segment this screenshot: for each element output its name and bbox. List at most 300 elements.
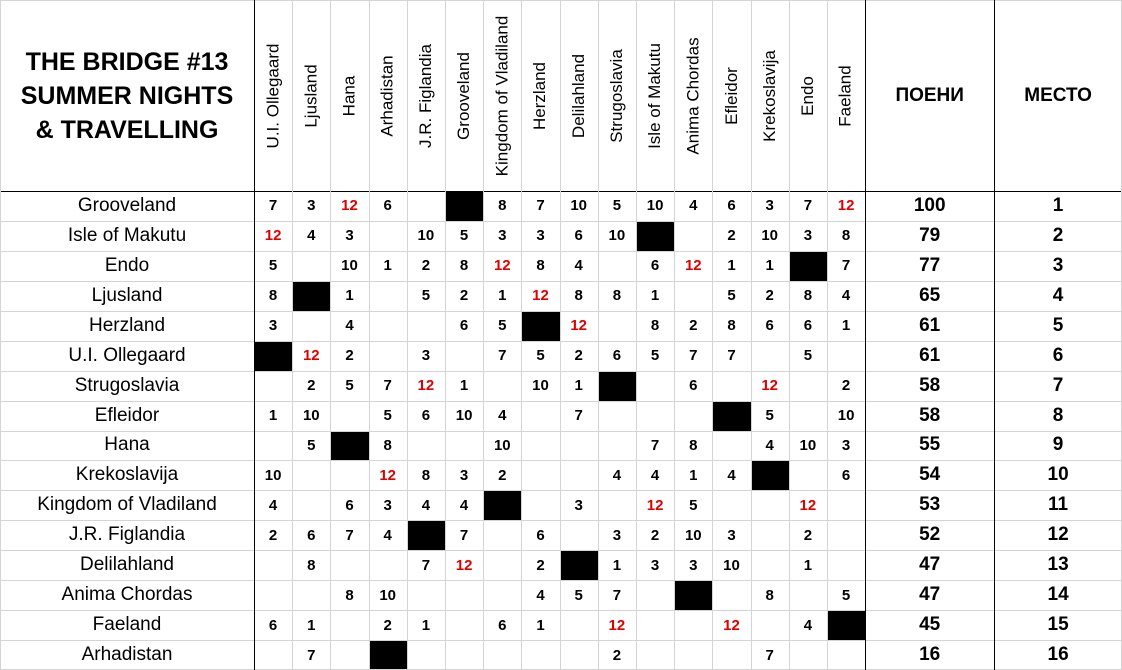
total-points-cell: 54 <box>919 464 941 486</box>
score-cell <box>674 221 712 251</box>
score-cell: 6 <box>307 526 316 544</box>
score-cell <box>292 580 330 610</box>
voter-header-label: Anima Chordas <box>683 36 703 155</box>
score-cell: 4 <box>803 616 813 634</box>
score-cell <box>521 401 559 431</box>
score-cell <box>254 371 292 401</box>
score-cell: 3 <box>307 197 316 215</box>
score-cell <box>330 610 368 640</box>
score-cell: 2 <box>803 526 813 544</box>
score-cell: 10 <box>684 526 702 544</box>
score-cell: 3 <box>689 556 698 574</box>
score-cell <box>254 550 292 580</box>
score-cell: 7 <box>307 646 316 664</box>
score-cell <box>598 311 636 341</box>
score-cell: 6 <box>650 257 660 275</box>
score-cell: 4 <box>459 496 469 514</box>
voter-header <box>369 0 407 191</box>
score-cell: 5 <box>612 197 622 215</box>
row-country-name: U.I. Ollegaard <box>68 344 186 366</box>
voter-header <box>254 0 292 191</box>
score-cell: 6 <box>498 616 507 634</box>
voter-header-label: Delilahland <box>568 53 588 138</box>
score-cell: 4 <box>268 496 278 514</box>
score-cell <box>636 610 674 640</box>
self-vote-cell <box>599 372 636 401</box>
score-cell <box>712 431 750 461</box>
score-cell: 2 <box>345 347 354 365</box>
score-cell: 4 <box>574 257 583 275</box>
grid-line <box>0 0 1122 1</box>
score-cell <box>445 610 483 640</box>
self-vote-cell <box>790 252 827 281</box>
row-country-name: Faeland <box>92 614 162 636</box>
score-cell: 1 <box>459 377 469 395</box>
row-country-name: J.R. Figlandia <box>68 524 186 546</box>
grid-line <box>254 0 255 670</box>
voter-header-label: Strugoslavia <box>606 48 626 143</box>
row-country-name: Isle of Makutu <box>67 224 187 246</box>
score-cell: 7 <box>612 586 622 604</box>
score-cell: 4 <box>765 436 774 454</box>
score-cell <box>254 431 292 461</box>
score-cell <box>751 490 789 520</box>
score-cell: 2 <box>498 466 507 484</box>
place-cell: 10 <box>1047 464 1069 486</box>
score-cell: 8 <box>650 317 660 335</box>
score-cell <box>254 580 292 610</box>
table-title: THE BRIDGE #13 SUMMER NIGHTS & TRAVELLING <box>20 47 234 144</box>
score-cell: 3 <box>803 227 813 245</box>
score-cell <box>827 490 865 520</box>
score-cell: 10 <box>799 436 817 454</box>
score-cell <box>751 341 789 371</box>
score-cell <box>445 640 483 670</box>
score-cell: 3 <box>574 496 583 514</box>
score-cell: 8 <box>803 287 813 305</box>
grid-line <box>789 0 790 670</box>
score-cell: 1 <box>574 377 583 395</box>
voter-header-label: Faeland <box>836 64 856 127</box>
row-country-name: Endo <box>104 254 150 276</box>
score-cell <box>560 520 598 550</box>
voter-header-label: Isle of Makutu <box>645 42 665 149</box>
score-cell: 12 <box>302 347 320 365</box>
score-cell <box>827 550 865 580</box>
row-country-name: Krekoslavija <box>75 464 179 486</box>
voter-header <box>827 0 865 191</box>
score-cell <box>330 401 368 431</box>
score-cell <box>827 341 865 371</box>
score-cell: 5 <box>345 377 354 395</box>
total-points-cell: 77 <box>919 254 941 276</box>
score-cell: 1 <box>689 466 698 484</box>
place-cell: 13 <box>1047 554 1069 576</box>
score-cell: 2 <box>459 287 469 305</box>
total-points-cell: 45 <box>919 614 941 636</box>
score-cell: 10 <box>646 197 664 215</box>
score-cell: 2 <box>307 377 316 395</box>
score-cell: 3 <box>612 526 622 544</box>
score-cell <box>254 640 292 670</box>
score-cell <box>751 550 789 580</box>
grid-line <box>598 0 599 670</box>
score-cell: 10 <box>761 227 779 245</box>
score-cell <box>445 341 483 371</box>
score-cell: 10 <box>493 436 511 454</box>
score-cell: 7 <box>498 347 507 365</box>
place-header: МЕСТО <box>1024 84 1092 106</box>
score-cell: 4 <box>536 586 545 604</box>
voter-header <box>407 0 445 191</box>
grid-line <box>330 0 331 670</box>
self-vote-cell <box>828 611 865 640</box>
score-cell <box>521 490 559 520</box>
place-cell: 2 <box>1052 224 1064 246</box>
score-cell <box>369 550 407 580</box>
place-cell: 3 <box>1052 254 1064 276</box>
voter-header <box>560 0 598 191</box>
score-cell <box>407 640 445 670</box>
score-cell <box>789 460 827 490</box>
score-cell: 7 <box>727 347 736 365</box>
score-cell: 8 <box>727 317 736 335</box>
score-cell: 1 <box>421 616 431 634</box>
score-cell: 4 <box>383 526 392 544</box>
score-cell <box>598 490 636 520</box>
voter-header <box>483 0 521 191</box>
score-cell: 8 <box>307 556 316 574</box>
total-points-cell: 52 <box>919 524 941 546</box>
grid-line <box>369 0 370 670</box>
score-cell <box>636 640 674 670</box>
score-cell: 8 <box>268 287 278 305</box>
score-cell: 2 <box>689 317 698 335</box>
score-cell: 4 <box>345 317 354 335</box>
score-cell: 4 <box>307 227 316 245</box>
row-country-name: Ljusland <box>91 284 163 306</box>
score-cell <box>521 640 559 670</box>
score-cell: 3 <box>650 556 660 574</box>
grid-line <box>0 191 1122 192</box>
score-cell: 12 <box>493 257 511 275</box>
voter-header-label: Efleidor <box>721 66 741 125</box>
score-cell: 2 <box>383 616 392 634</box>
grid-line <box>827 0 828 670</box>
score-cell: 12 <box>379 466 397 484</box>
score-cell <box>483 550 521 580</box>
score-cell <box>789 371 827 401</box>
score-cell: 8 <box>574 287 583 305</box>
score-cell: 5 <box>841 586 851 604</box>
self-vote-cell <box>713 402 750 431</box>
score-cell <box>369 221 407 251</box>
score-cell: 8 <box>345 586 354 604</box>
score-cell: 5 <box>268 257 278 275</box>
score-cell: 10 <box>341 257 358 275</box>
self-vote-cell <box>331 432 368 461</box>
row-country-name: Efleidor <box>94 404 160 426</box>
score-cell: 6 <box>268 616 278 634</box>
score-cell <box>598 431 636 461</box>
score-cell <box>636 580 674 610</box>
total-points-cell: 47 <box>919 584 941 606</box>
score-cell: 7 <box>803 197 813 215</box>
score-cell: 7 <box>574 407 583 425</box>
score-cell <box>330 640 368 670</box>
score-cell: 12 <box>570 317 588 335</box>
score-cell <box>407 431 445 461</box>
score-cell: 6 <box>841 466 851 484</box>
score-cell: 1 <box>803 556 813 574</box>
grid-line <box>0 401 1122 402</box>
score-cell <box>712 580 750 610</box>
score-cell <box>292 251 330 281</box>
score-cell: 6 <box>383 197 392 215</box>
score-cell: 12 <box>341 197 358 215</box>
score-cell <box>369 311 407 341</box>
voter-header <box>712 0 750 191</box>
grid-line <box>483 0 484 670</box>
self-vote-cell <box>561 551 598 580</box>
row-country-name: Herzland <box>88 314 166 336</box>
self-vote-cell <box>255 342 292 371</box>
grid-line <box>0 341 1122 342</box>
score-cell: 1 <box>498 287 507 305</box>
voter-header <box>292 0 330 191</box>
score-cell <box>674 640 712 670</box>
voter-header <box>521 0 559 191</box>
score-cell <box>712 371 750 401</box>
score-cell <box>636 371 674 401</box>
score-cell <box>827 520 865 550</box>
score-cell: 12 <box>264 227 282 245</box>
score-cell: 10 <box>570 197 588 215</box>
voter-header-label: Kingdom of Vladiland <box>492 15 512 176</box>
total-points-cell: 65 <box>919 284 941 306</box>
score-cell: 3 <box>421 347 431 365</box>
score-cell: 6 <box>459 317 469 335</box>
voter-header-label: Hana <box>339 75 359 116</box>
score-cell: 6 <box>727 197 736 215</box>
grid-line <box>445 0 446 670</box>
score-cell <box>445 431 483 461</box>
score-cell <box>445 580 483 610</box>
score-cell: 12 <box>417 377 435 395</box>
place-cell: 6 <box>1052 344 1064 366</box>
score-cell: 7 <box>268 197 278 215</box>
place-cell: 14 <box>1047 584 1069 606</box>
grid-line <box>0 281 1122 282</box>
voter-header-label: U.I. Ollegaard <box>263 43 283 148</box>
score-cell: 6 <box>345 496 354 514</box>
score-cell: 1 <box>307 616 316 634</box>
score-cell: 7 <box>421 556 431 574</box>
grid-line <box>0 0 1 670</box>
place-cell: 1 <box>1052 194 1064 216</box>
voter-header <box>330 0 368 191</box>
score-cell: 3 <box>268 317 278 335</box>
row-country-name: Anima Chordas <box>61 584 193 606</box>
score-cell: 2 <box>841 377 851 395</box>
row-country-name: Strugoslavia <box>74 374 180 396</box>
total-points-cell: 58 <box>919 404 941 426</box>
score-cell: 2 <box>421 257 431 275</box>
grid-line <box>0 520 1122 521</box>
score-cell: 12 <box>723 616 740 634</box>
score-cell: 8 <box>841 227 851 245</box>
grid-line <box>0 371 1122 372</box>
score-cell <box>521 460 559 490</box>
score-cell: 2 <box>612 646 622 664</box>
row-country-name: Delilahland <box>79 554 174 576</box>
score-cell: 10 <box>379 586 397 604</box>
score-cell: 2 <box>574 347 583 365</box>
score-cell: 8 <box>536 257 545 275</box>
grid-line <box>407 0 408 670</box>
score-cell: 2 <box>536 556 545 574</box>
score-cell: 7 <box>765 646 774 664</box>
score-cell: 3 <box>536 227 545 245</box>
score-cell: 12 <box>532 287 549 305</box>
score-cell: 8 <box>498 197 507 215</box>
total-points-cell: 55 <box>919 434 941 456</box>
grid-line <box>994 0 995 670</box>
score-cell <box>292 311 330 341</box>
grid-line <box>0 221 1122 222</box>
score-cell: 10 <box>723 556 740 574</box>
score-cell <box>407 311 445 341</box>
total-points-cell: 58 <box>919 374 941 396</box>
place-cell: 7 <box>1052 374 1064 396</box>
grid-line <box>560 0 561 670</box>
score-cell: 3 <box>498 227 507 245</box>
self-vote-cell <box>752 461 789 490</box>
grid-line <box>0 311 1122 312</box>
voter-header-label: Krekoslavija <box>759 49 779 142</box>
place-cell: 5 <box>1052 314 1064 336</box>
score-cell <box>560 431 598 461</box>
score-cell: 1 <box>765 257 774 275</box>
score-cell: 2 <box>765 287 774 305</box>
score-cell <box>751 610 789 640</box>
score-cell: 2 <box>268 526 278 544</box>
total-points-cell: 61 <box>919 314 941 336</box>
score-cell: 10 <box>532 377 549 395</box>
score-cell: 5 <box>574 586 583 604</box>
voter-header <box>598 0 636 191</box>
voter-header-label: Herzland <box>530 61 550 130</box>
place-cell: 9 <box>1052 434 1064 456</box>
score-cell: 4 <box>498 407 507 425</box>
score-cell: 5 <box>803 347 813 365</box>
voter-header-label: J.R. Figlandia <box>415 43 435 148</box>
score-cell: 12 <box>761 377 779 395</box>
score-cell <box>369 341 407 371</box>
self-vote-cell <box>408 521 445 550</box>
score-cell: 5 <box>421 287 431 305</box>
place-cell: 11 <box>1048 494 1069 516</box>
score-cell: 2 <box>727 227 736 245</box>
score-cell: 8 <box>689 436 698 454</box>
score-cell: 5 <box>307 436 316 454</box>
score-cell <box>407 191 445 221</box>
voter-header-label: Ljusland <box>301 63 321 128</box>
score-cell: 6 <box>574 227 583 245</box>
score-cell: 8 <box>612 287 622 305</box>
score-cell <box>827 640 865 670</box>
score-cell: 12 <box>646 496 664 514</box>
score-cell <box>292 490 330 520</box>
score-cell <box>483 520 521 550</box>
self-vote-cell <box>637 222 674 251</box>
total-points-cell: 79 <box>919 224 941 246</box>
score-cell <box>712 640 750 670</box>
grid-line <box>0 640 1122 641</box>
grid-line <box>0 610 1122 611</box>
score-cell: 5 <box>498 317 507 335</box>
score-cell: 5 <box>689 496 698 514</box>
total-points-cell: 61 <box>919 344 941 366</box>
score-cell: 6 <box>689 377 698 395</box>
self-vote-cell <box>446 192 483 221</box>
score-cell: 10 <box>455 407 473 425</box>
score-cell: 1 <box>650 287 660 305</box>
score-cell: 5 <box>650 347 660 365</box>
self-vote-cell <box>522 312 559 341</box>
score-cell: 5 <box>727 287 736 305</box>
total-points-cell: 16 <box>919 644 941 666</box>
score-cell <box>598 251 636 281</box>
voter-header <box>636 0 674 191</box>
score-cell: 7 <box>689 347 698 365</box>
score-cell: 6 <box>803 317 813 335</box>
grid-line <box>865 0 866 670</box>
score-cell <box>330 550 368 580</box>
score-cell: 4 <box>612 466 622 484</box>
score-cell: 5 <box>536 347 545 365</box>
score-cell <box>560 640 598 670</box>
score-cell <box>483 640 521 670</box>
score-cell <box>636 401 674 431</box>
score-cell <box>483 371 521 401</box>
score-cell: 12 <box>799 496 817 514</box>
voter-header <box>445 0 483 191</box>
score-cell: 7 <box>383 377 392 395</box>
voter-header <box>674 0 712 191</box>
grid-line <box>0 460 1122 461</box>
score-cell: 8 <box>765 586 774 604</box>
score-cell: 1 <box>383 257 392 275</box>
score-cell: 6 <box>536 526 545 544</box>
score-cell: 6 <box>421 407 431 425</box>
score-cell: 7 <box>345 526 354 544</box>
total-points-cell: 47 <box>919 554 941 576</box>
self-vote-cell <box>293 282 330 311</box>
score-cell: 1 <box>612 556 622 574</box>
score-cell: 1 <box>727 257 736 275</box>
score-cell: 5 <box>459 227 469 245</box>
score-cell: 10 <box>608 227 626 245</box>
score-cell <box>369 281 407 311</box>
score-cell <box>292 460 330 490</box>
score-cell: 1 <box>536 616 545 634</box>
score-cell: 12 <box>684 257 702 275</box>
self-vote-cell <box>484 491 521 520</box>
score-cell: 7 <box>841 257 851 275</box>
score-cell: 10 <box>264 466 282 484</box>
score-cell <box>560 610 598 640</box>
